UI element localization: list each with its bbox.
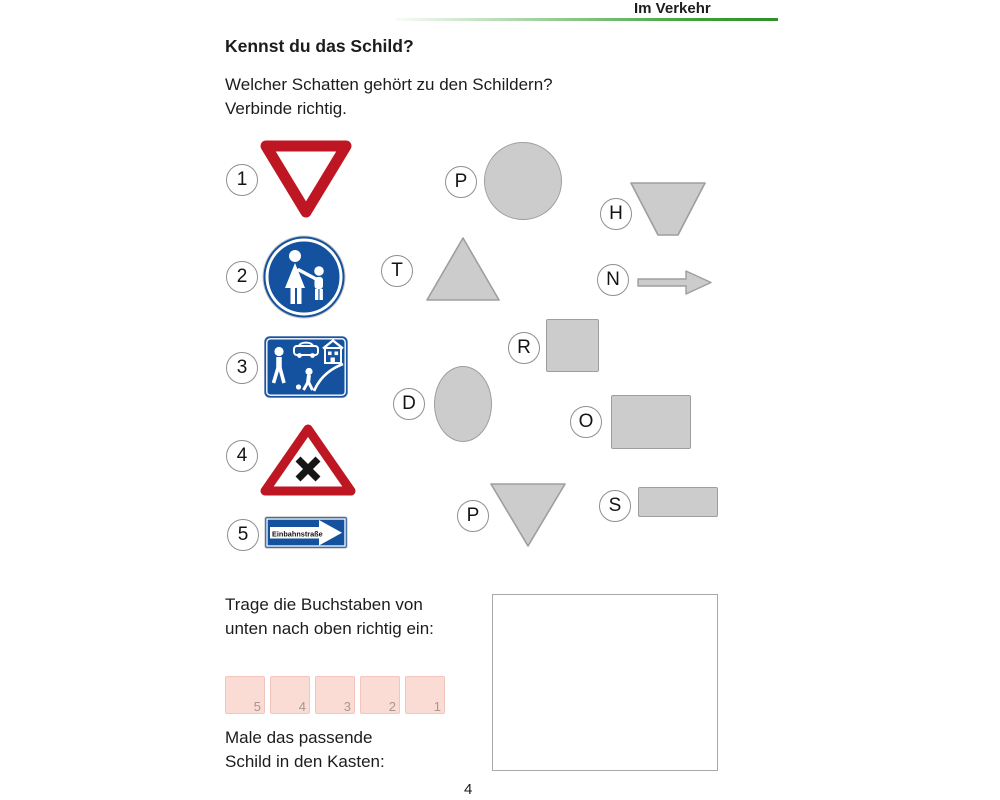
letter-badge-r[interactable]: [508, 332, 540, 364]
draw-instruction-line-2: Schild in den Kasten:: [225, 752, 385, 771]
instruction-line-1: Welcher Schatten gehört zu den Schildern?: [225, 75, 553, 94]
number-badge-5-label: 5: [237, 524, 249, 545]
letter-badge-o-label: O: [578, 411, 594, 432]
letter-badge-s[interactable]: [599, 490, 631, 522]
shadow-rectangle[interactable]: [611, 395, 691, 449]
answer-box-5-number: 5: [253, 699, 261, 714]
answer-box-5[interactable]: [225, 676, 265, 714]
answer-box-3[interactable]: [315, 676, 355, 714]
number-badge-3-label: 3: [236, 357, 248, 378]
answer-box-4[interactable]: [270, 676, 310, 714]
answer-box-2-number: 2: [388, 699, 396, 714]
one-way-street-sign-icon[interactable]: [264, 516, 348, 549]
shadow-arrow-right[interactable]: [636, 267, 714, 298]
letter-badge-p2-label: P: [466, 505, 480, 526]
instruction-text: [225, 73, 553, 121]
number-badge-3[interactable]: [226, 352, 258, 384]
instruction-line-2: Verbinde richtig.: [225, 99, 347, 118]
letter-badge-o[interactable]: [570, 406, 602, 438]
section-header: Im Verkehr: [634, 0, 711, 17]
letters-instruction-line-2: unten nach oben richtig ein:: [225, 619, 434, 638]
shadow-inverted-trapezoid[interactable]: [628, 181, 708, 237]
shadow-triangle-up[interactable]: [424, 235, 502, 303]
number-badge-2[interactable]: [226, 261, 258, 293]
answer-box-1[interactable]: [405, 676, 445, 714]
shadow-square[interactable]: [546, 319, 599, 372]
answer-box-4-number: 4: [298, 699, 306, 714]
letter-badge-t-label: T: [391, 260, 403, 281]
number-badge-5[interactable]: [227, 519, 259, 551]
letters-instruction-line-1: Trage die Buchstaben von: [225, 595, 423, 614]
crossroads-warning-sign-icon[interactable]: [258, 421, 358, 499]
number-badge-1-label: 1: [236, 169, 248, 190]
letter-badge-p2[interactable]: [457, 500, 489, 532]
number-badge-2-label: 2: [236, 266, 248, 287]
draw-instruction-line-1: Male das passende: [225, 728, 373, 747]
number-badge-4-label: 4: [236, 445, 248, 466]
draw-instruction-text: [225, 726, 385, 774]
pedestrian-path-sign-icon[interactable]: [262, 235, 346, 319]
letter-badge-n-label: N: [606, 269, 620, 290]
page-number: 4: [464, 781, 473, 798]
letter-badge-p1[interactable]: [445, 166, 477, 198]
letter-badge-p1-label: P: [454, 171, 468, 192]
number-badge-4[interactable]: [226, 440, 258, 472]
letter-badge-d[interactable]: [393, 388, 425, 420]
letter-badge-r-label: R: [517, 337, 531, 358]
shadow-circle[interactable]: [484, 142, 562, 220]
shadow-triangle-down[interactable]: [488, 481, 568, 549]
letters-instruction-text: [225, 593, 434, 641]
letter-badge-h-label: H: [609, 203, 623, 224]
drawing-box[interactable]: [492, 594, 718, 771]
page-title: Kennst du das Schild?: [225, 36, 414, 56]
one-way-street-label: Einbahnstraße: [272, 529, 323, 539]
letter-badge-t[interactable]: [381, 255, 413, 287]
answer-box-1-number: 1: [433, 699, 441, 714]
letter-badge-s-label: S: [608, 495, 622, 516]
answer-box-2[interactable]: [360, 676, 400, 714]
yield-sign-icon[interactable]: [256, 139, 356, 221]
letter-badge-d-label: D: [402, 393, 416, 414]
number-badge-1[interactable]: [226, 164, 258, 196]
letter-badge-n[interactable]: [597, 264, 629, 296]
shadow-wide-rectangle[interactable]: [638, 487, 718, 517]
answer-box-3-number: 3: [343, 699, 351, 714]
header-divider-line: [395, 18, 778, 21]
traffic-calmed-area-sign-icon[interactable]: [264, 336, 348, 398]
shadow-ellipse[interactable]: [434, 366, 492, 442]
